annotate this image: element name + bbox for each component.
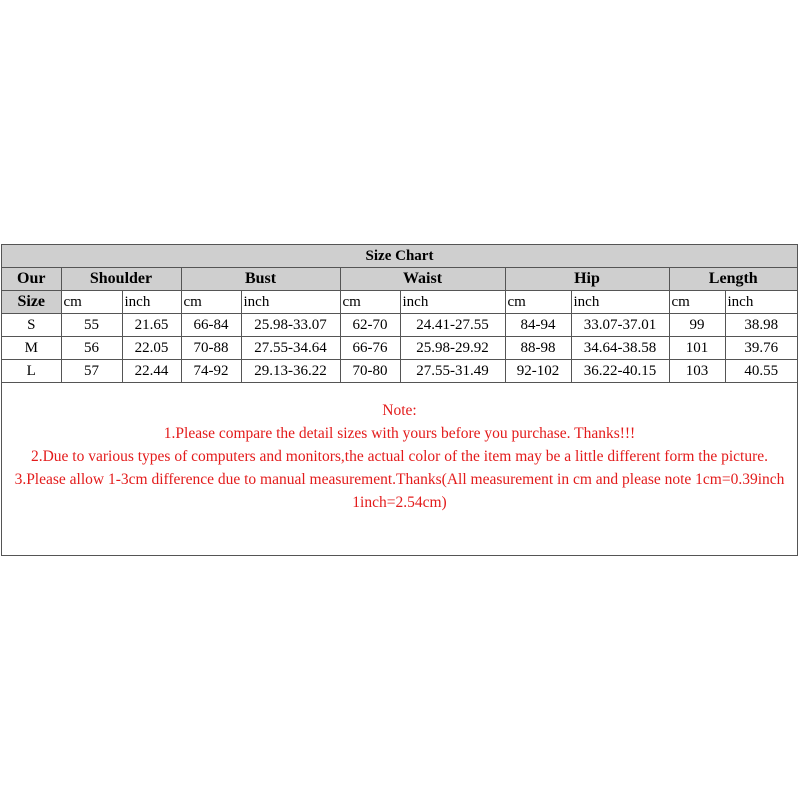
table-cell: 40.55 — [725, 360, 797, 383]
table-cell: 25.98-33.07 — [241, 314, 340, 337]
chart-title: Size Chart — [2, 245, 797, 268]
note-line-1: 1.Please compare the detail sizes with yours before you purchase. Thanks!!! — [163, 425, 636, 442]
table-cell: 39.76 — [725, 337, 797, 360]
table-cell: 33.07-37.01 — [571, 314, 669, 337]
group-header-hip: Hip — [505, 268, 669, 291]
table-cell: 25.98-29.92 — [400, 337, 505, 360]
unit-cm: cm — [505, 291, 571, 314]
group-header-row — [2, 268, 797, 291]
table-cell: 24.41-27.55 — [400, 314, 505, 337]
table-cell: 88-98 — [505, 337, 571, 360]
table-cell: 27.55-34.64 — [241, 337, 340, 360]
table-cell: 56 — [61, 337, 122, 360]
table-row — [2, 337, 797, 360]
table-cell: 101 — [669, 337, 725, 360]
note-line-3: 3.Please allow 1-3cm difference due to manual measurement.Thanks(All measurement in cm and please note 1cm=0.39inch 1inch=2.54cm) — [14, 471, 785, 511]
table-cell: 22.05 — [122, 337, 181, 360]
notes-section — [2, 383, 797, 514]
group-header-waist: Waist — [340, 268, 505, 291]
table-cell: 27.55-31.49 — [400, 360, 505, 383]
group-header-length: Length — [669, 268, 797, 291]
table-cell: 84-94 — [505, 314, 571, 337]
unit-inch: inch — [241, 291, 340, 314]
table-cell: 38.98 — [725, 314, 797, 337]
table-cell: 55 — [61, 314, 122, 337]
unit-cm: cm — [61, 291, 122, 314]
table-row — [2, 360, 797, 383]
note-heading: Note: — [382, 402, 417, 419]
size-header-bottom: Size — [2, 291, 61, 314]
table-cell: 29.13-36.22 — [241, 360, 340, 383]
table-cell: 66-76 — [340, 337, 400, 360]
note-line-2: 2.Due to various types of computers and monitors,the actual color of the item may be a little different form the picture. — [30, 448, 769, 465]
size-label: M — [2, 337, 61, 360]
size-chart — [1, 244, 798, 556]
unit-cm: cm — [669, 291, 725, 314]
group-header-shoulder: Shoulder — [61, 268, 181, 291]
unit-header-row — [2, 291, 797, 314]
unit-cm: cm — [181, 291, 241, 314]
table-row — [2, 314, 797, 337]
size-label: L — [2, 360, 61, 383]
table-cell: 21.65 — [122, 314, 181, 337]
table-cell: 99 — [669, 314, 725, 337]
table-cell: 57 — [61, 360, 122, 383]
table-cell: 103 — [669, 360, 725, 383]
group-header-bust: Bust — [181, 268, 340, 291]
table-cell: 92-102 — [505, 360, 571, 383]
size-label: S — [2, 314, 61, 337]
unit-cm: cm — [340, 291, 400, 314]
unit-inch: inch — [571, 291, 669, 314]
table-cell: 66-84 — [181, 314, 241, 337]
size-header-top: Our — [2, 268, 61, 291]
table-cell: 22.44 — [122, 360, 181, 383]
table-cell: 70-80 — [340, 360, 400, 383]
table-cell: 70-88 — [181, 337, 241, 360]
size-chart-table — [2, 245, 797, 383]
title-row — [2, 245, 797, 268]
table-cell: 36.22-40.15 — [571, 360, 669, 383]
unit-inch: inch — [725, 291, 797, 314]
table-cell: 34.64-38.58 — [571, 337, 669, 360]
table-cell: 62-70 — [340, 314, 400, 337]
unit-inch: inch — [122, 291, 181, 314]
unit-inch: inch — [400, 291, 505, 314]
table-cell: 74-92 — [181, 360, 241, 383]
